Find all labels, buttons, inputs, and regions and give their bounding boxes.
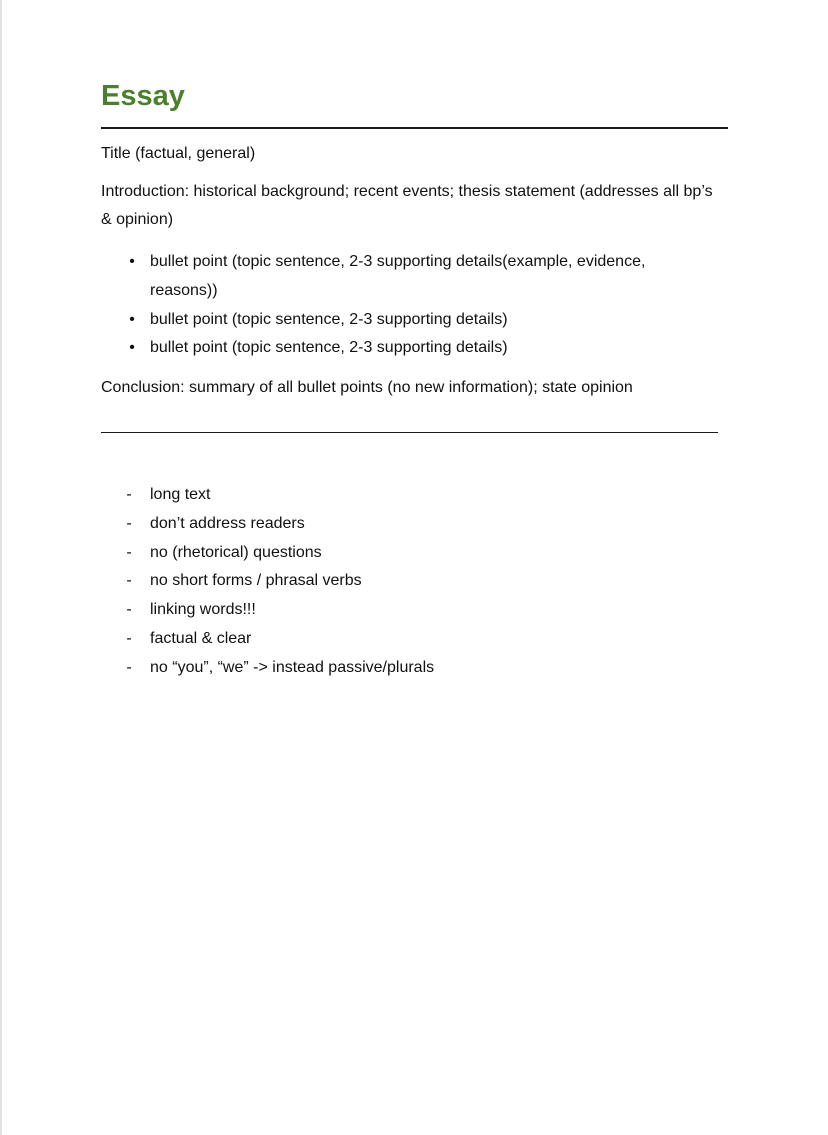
list-item (0, 654, 670, 683)
bullet-icon: • (129, 310, 135, 328)
bullet-icon: • (129, 339, 135, 357)
list-item (0, 334, 670, 363)
list-item (0, 539, 670, 568)
dash-icon: - (126, 543, 132, 561)
list-item-text: bullet point (topic sentence, 2-3 supporting details(example, evidence, reasons)) (150, 253, 646, 299)
list-item (0, 481, 670, 510)
conclusion-paragraph: Conclusion: summary of all bullet points (no new information); state opinion (101, 379, 633, 396)
list-item-text: no short forms / phrasal verbs (150, 572, 362, 590)
list-item-text: bullet point (topic sentence, 2-3 supporting details) (150, 310, 508, 328)
list-item (0, 248, 670, 306)
middle-divider (101, 432, 718, 433)
list-item (0, 596, 670, 625)
document-title: Essay (101, 80, 185, 112)
list-item-text: bullet point (topic sentence, 2-3 supporting details) (150, 339, 508, 357)
introduction-paragraph: Introduction: historical background; recent events; thesis statement (addresses all bp’s & opinion) (101, 183, 713, 228)
list-item (0, 510, 670, 539)
list-item (0, 567, 670, 596)
list-item-text: long text (150, 486, 211, 503)
list-item-text: don’t address readers (150, 514, 305, 532)
list-item-text: factual & clear (150, 629, 252, 647)
list-item-text: linking words!!! (150, 601, 256, 619)
dash-icon: - (126, 514, 132, 532)
top-divider (101, 127, 728, 129)
dash-icon: - (126, 486, 132, 503)
title-line: Title (factual, general) (101, 145, 256, 162)
list-item-text: no (rhetorical) questions (150, 543, 322, 561)
dash-icon: - (126, 601, 132, 619)
list-item (0, 625, 670, 654)
dash-icon: - (126, 658, 132, 676)
dash-icon: - (126, 572, 132, 590)
list-item-text: no “you”, “we” -> instead passive/plurals (150, 658, 435, 676)
list-item (0, 306, 670, 335)
dash-icon: - (126, 629, 132, 647)
tips-list (0, 481, 670, 683)
bullet-point-list (0, 248, 670, 363)
bullet-icon: • (129, 253, 135, 270)
